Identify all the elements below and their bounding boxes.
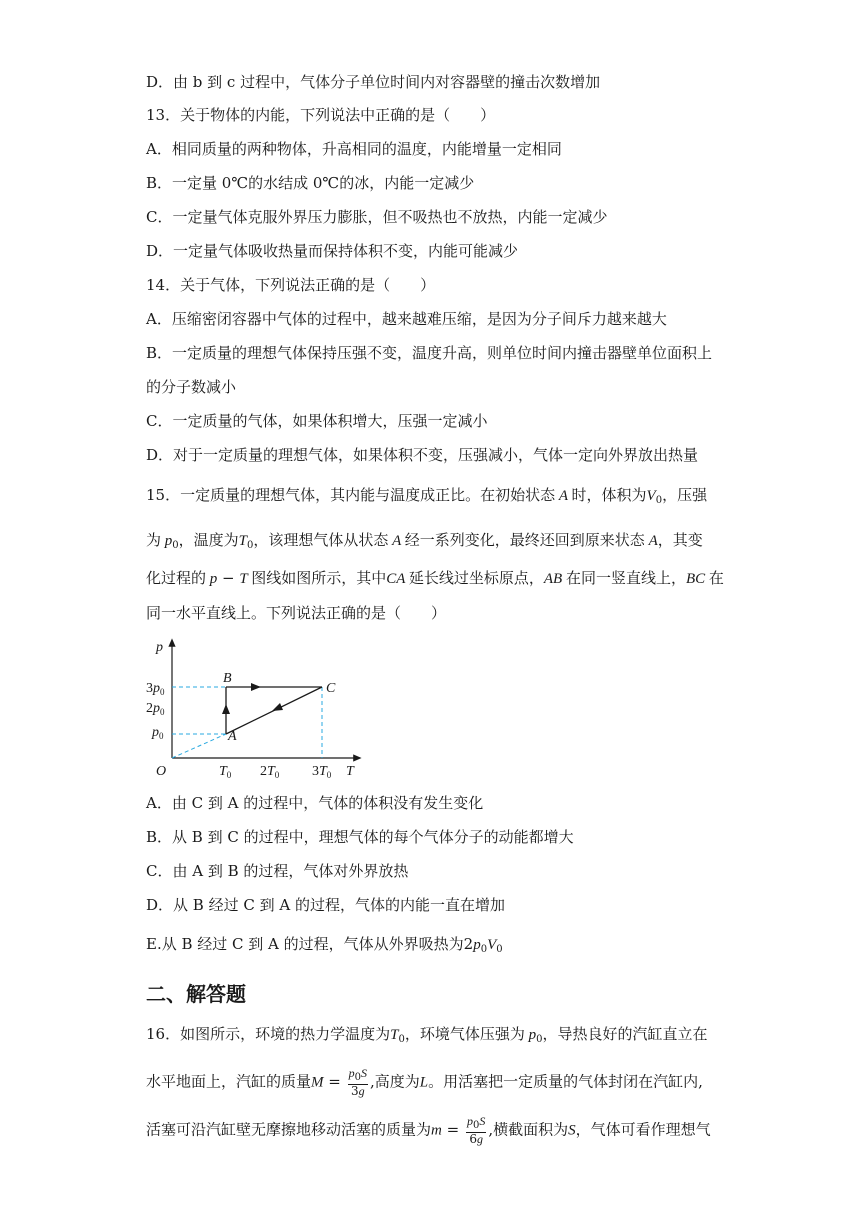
section-heading: 二、解答题 <box>146 982 246 1006</box>
ytick-p0: $p_0$ <box>152 725 164 741</box>
q15-line1: 15．一定质量的理想气体，其内能与温度成正比。在初始状态 A 时，体积为$V_0$，压强 <box>146 486 708 506</box>
guide-origin-to-a <box>172 734 226 758</box>
q15-line2: 为 $p_0$，温度为$T_0$，该理想气体从状态 A 经一系列变化，最终还回到原来状态 A，其变 <box>146 531 703 551</box>
q14-option-d: D．对于一定质量的理想气体，如果体积不变，压强减小，气体一定向外界放出热量 <box>146 446 699 464</box>
q13-option-c: C．一定量气体克服外界压力膨胀，但不吸热也不放热，内能一定减少 <box>146 208 608 226</box>
axis-t-label: T <box>346 764 354 779</box>
xtick-3t0: $3T_0$ <box>312 764 332 780</box>
point-b-label: B <box>223 671 232 686</box>
q15-line3: 化过程的 p − T 图线如图所示，其中CA 延长线过坐标原点，AB 在同一竖直线上，BC 在 <box>146 569 724 587</box>
q14-option-b-line2: 的分子数减小 <box>146 378 237 396</box>
ytick-2p0: $2p_0$ <box>146 701 165 717</box>
q16-line3: 活塞可沿汽缸壁无摩擦地移动活塞的质量为m = $\frac{p_0S}{6g}$ ,横截面积为S，气体可看作理想气 <box>146 1114 711 1146</box>
q14-option-a: A．压缩密闭容器中气体的过程中，越来越难压缩，是因为分子间斥力越来越大 <box>146 310 667 328</box>
xtick-t0: $T_0$ <box>219 764 232 780</box>
axis-p-label: p <box>156 640 163 655</box>
origin-label: O <box>156 764 167 779</box>
q15-option-e: E.从 B 经过 C 到 A 的过程，气体从外界吸热为$2p_0V_0$ <box>146 935 503 955</box>
q13-option-d: D．一定量气体吸收热量而保持体积不变，内能可能减少 <box>146 242 519 260</box>
q13-option-b: B．一定量 0℃的水结成 0℃的冰，内能一定减少 <box>146 174 475 192</box>
fraction-m-small: $\frac{p_0S}{6g}$ <box>466 1114 486 1146</box>
p-t-graph <box>146 636 386 782</box>
q15-option-a: A．由 C 到 A 的过程中，气体的体积没有发生变化 <box>146 794 484 812</box>
point-a-label: A <box>228 729 237 744</box>
point-c-label: C <box>326 681 336 696</box>
q16-line2: 水平地面上，汽缸的质量M = $\frac{p_0S}{3g}$ ,高度为L。用活塞把一定质量的气体封闭在汽缸内, <box>146 1066 703 1098</box>
q14-stem: 14．关于气体，下列说法正确的是（ ） <box>146 276 436 294</box>
q16-line1: 16．如图所示，环境的热力学温度为$T_0$，环境气体压强为 $p_0$，导热良好的汽缸直立在 <box>146 1025 708 1045</box>
ytick-3p0: $3p_0$ <box>146 681 165 697</box>
q15-line4: 同一水平直线上。下列说法正确的是（ ） <box>146 604 447 622</box>
q14-option-b-line1: B．一定质量的理想气体保持压强不变，温度升高，则单位时间内撞击器壁单位面积上 <box>146 344 713 362</box>
q13-stem: 13．关于物体的内能，下列说法中正确的是（ ） <box>146 106 496 124</box>
fraction-m-big: $\frac{p_0S}{3g}$ <box>348 1066 367 1098</box>
q15-option-b: B．从 B 到 C 的过程中，理想气体的每个气体分子的动能都增大 <box>146 828 574 846</box>
q13-option-a: A．相同质量的两种物体，升高相同的温度，内能增量一定相同 <box>146 140 562 158</box>
arrow-ab <box>222 704 230 714</box>
arrow-bc <box>251 683 261 691</box>
q15-option-c: C．由 A 到 B 的过程，气体对外界放热 <box>146 862 409 880</box>
q14-option-c: C．一定质量的气体，如果体积增大，压强一定减小 <box>146 412 488 430</box>
arrow-ca <box>272 703 283 711</box>
q12-option-d: D．由 b 到 c 过程中，气体分子单位时间内对容器壁的撞击次数增加 <box>146 73 601 91</box>
xtick-2t0: $2T_0$ <box>260 764 280 780</box>
q15-option-d: D．从 B 经过 C 到 A 的过程，气体的内能一直在增加 <box>146 896 505 914</box>
